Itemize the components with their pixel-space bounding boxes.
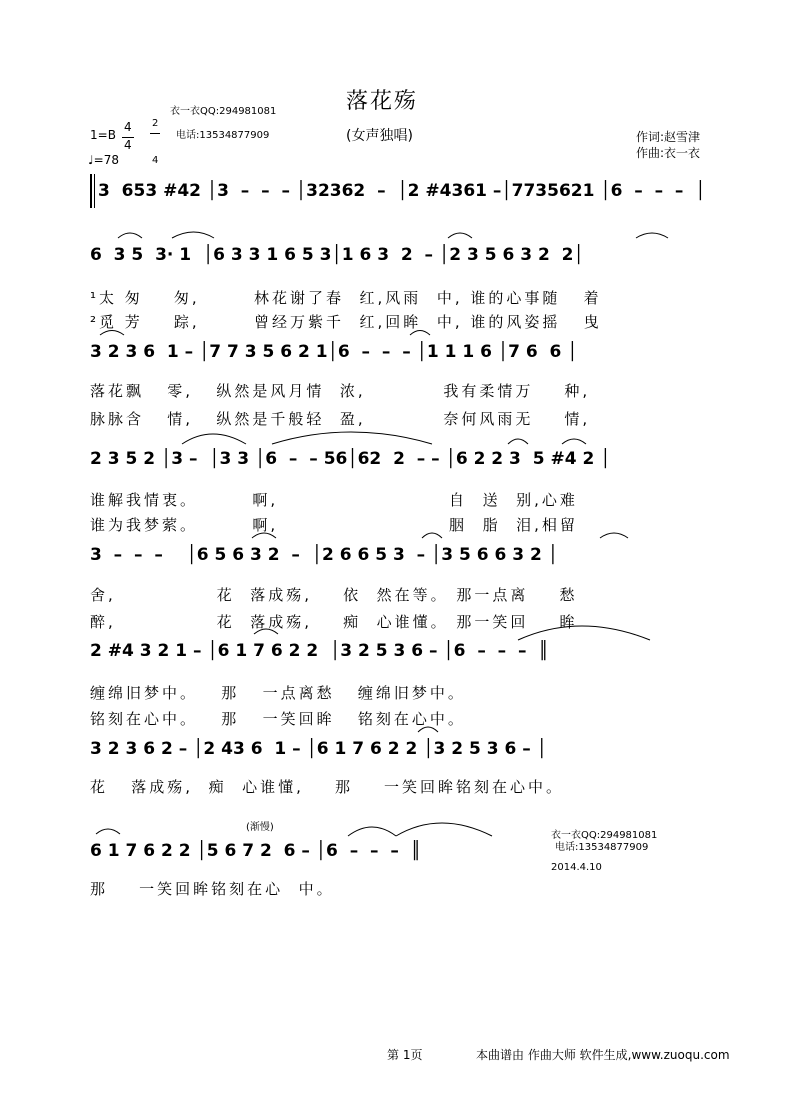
signature-phone: 电话:13534877909 [555, 842, 649, 853]
header-phone: 电话:13534877909 [176, 130, 270, 141]
page-number: 第 1页 [387, 1048, 423, 1062]
lyrics-line-7-verse-1: 花 落成殇, 痴 心谁懂, 那 一笑回眸铭刻在心中。 [90, 778, 565, 796]
signature-date: 2014.4.10 [551, 862, 602, 873]
lyrics-line-6-verse-2: 铭刻在心中。 那 一笑回眸 铭刻在心中。 [90, 710, 466, 728]
lyrics-line-2-verse-2: ²觅 芳 踪, 曾经万紫千 红,回眸 中, 谁的风姿摇 曳 [90, 313, 602, 331]
song-title: 落花殇 [346, 89, 419, 114]
lyrics-line-4-verse-1: 谁解我情衷。 啊, 自 送 别,心难 [90, 491, 578, 509]
lyrics-line-4-verse-2: 谁为我梦萦。 啊, 胭 脂 泪,相留 [90, 516, 578, 534]
notation-line-8: 6 1 7 6 2 2 │5 6 7 2 6 – │6 – – – ║ [90, 841, 421, 861]
tempo-marking: ♩=78 [88, 153, 119, 167]
key-signature: 1=B [90, 128, 116, 142]
lyrics-line-8-verse-1: 那 一笑回眸铭刻在心 中。 [90, 880, 335, 898]
time2-bottom: 4 [152, 155, 159, 166]
lyrics-line-3-verse-1: 落花飘 零, 纵然是风月情 浓, 我有柔情万 种, [90, 382, 591, 400]
lyricist: 作词:赵雪津 [636, 130, 701, 144]
lyrics-line-5-verse-2: 醉, 花 落成殇, 痴 心谁懂。 那一笑回 眸 [90, 613, 578, 631]
signature-qq: 衣一衣QQ:294981081 [551, 830, 658, 841]
notation-line-5: 3 – – – │6 5 6 3 2 – │2 6 6 5 3 – │3 5 6 6 3 2 │ [90, 545, 558, 565]
lyrics-line-5-verse-1: 舍, 花 落成殇, 依 然在等。 那一点离 愁 [90, 586, 578, 604]
software-credit: 本曲谱由 作曲大师 软件生成,www.zuoqu.com [476, 1048, 730, 1062]
notation-line-4: 2 3 5 2 │3 – │3 3 │6 – – 56│62 2 – – │6 2 2 3 5 #4 2 │ [90, 449, 611, 469]
notation-line-6: 2 #4 3 2 1 – │6 1 7 6 2 2 │3 2 5 3 6 – │6 – – – ║ [90, 641, 549, 661]
song-subtitle: (女声独唱) [346, 128, 413, 144]
lyrics-line-2-verse-1: ¹太 匆 匆, 林花谢了春 红,风雨 中, 谁的心事随 着 [90, 289, 602, 307]
header-qq: 衣一衣QQ:294981081 [170, 106, 277, 117]
time2-top: 2 [152, 118, 159, 129]
ritardando-marking: (渐慢) [246, 822, 274, 833]
time-signature-bottom: 4 [124, 138, 132, 152]
notation-line-2: 6 3 5 3· 1 │6 3 3 1 6 5 3│1 6 3 2 – │2 3 5 6 3 2 2│ [90, 245, 584, 265]
lyrics-line-6-verse-1: 缠绵旧梦中。 那 一点离愁 缠绵旧梦中。 [90, 684, 466, 702]
time-signature-top: 4 [124, 120, 132, 134]
notation-line-1: 3 653 #42 │3 – – – │32362 – │2 #4361 –│7735621 │6 – – – │ [98, 181, 706, 201]
notation-line-3: 3 2 3 6 1 – │7 7 3 5 6 2 1│6 – – – │1 1 1 6 │7 6 6 │ [90, 342, 578, 362]
notation-line-7: 3 2 3 6 2 – │2 43 6 1 – │6 1 7 6 2 2 │3 2 5 3 6 – │ [90, 739, 547, 759]
composer: 作曲:衣一衣 [636, 146, 701, 160]
lyrics-line-3-verse-2: 脉脉含 情, 纵然是千般轻 盈, 奈何风雨无 情, [90, 410, 591, 428]
